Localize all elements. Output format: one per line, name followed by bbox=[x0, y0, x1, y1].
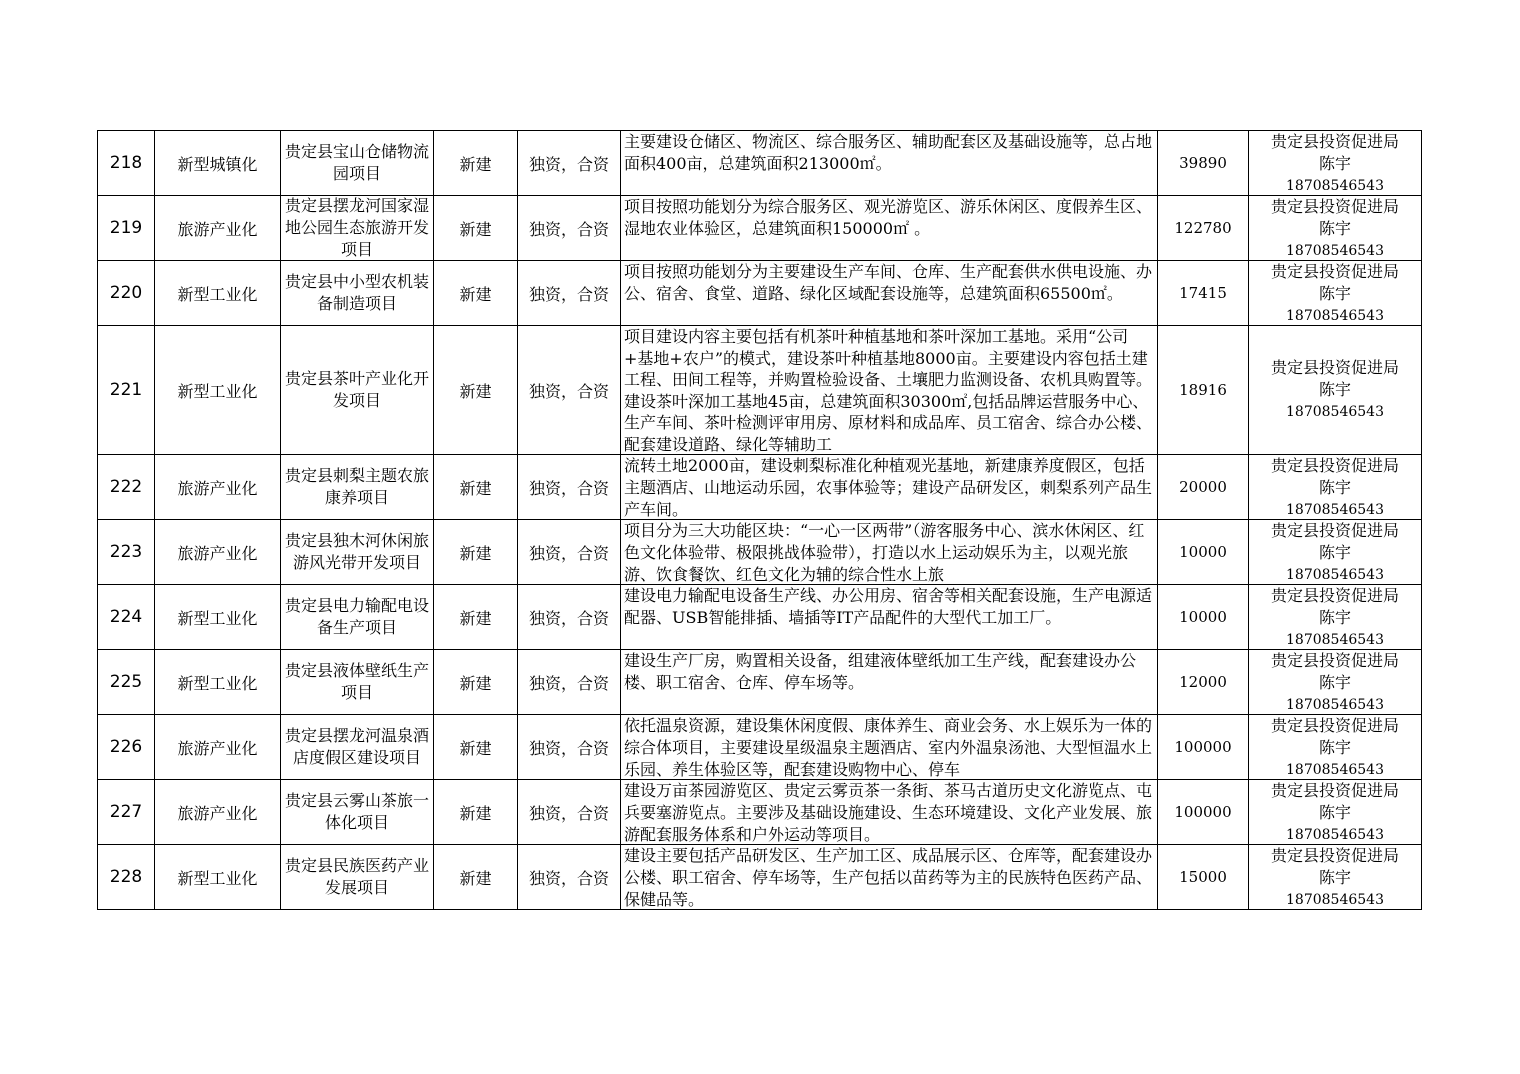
project-number bbox=[98, 196, 155, 261]
project-number-text: 227 bbox=[109, 802, 143, 822]
contact-phone: 18708546543 bbox=[1286, 697, 1384, 713]
contact-phone: 18708546543 bbox=[1286, 502, 1384, 518]
total-investment bbox=[1158, 326, 1249, 455]
project-description bbox=[621, 780, 1158, 845]
contact-info bbox=[1249, 455, 1422, 520]
contact-person: 陈宇 bbox=[1318, 543, 1351, 562]
construction-type-text: 新建 bbox=[459, 868, 492, 888]
project-description-text: 建设电力输配电设备生产线、办公用房、宿舍等相关配套设施，生产电源适配器、USB智能排插、墙插等IT产品配件的大型代工加工厂。 bbox=[624, 586, 1153, 627]
contact-phone: 18708546543 bbox=[1286, 892, 1384, 908]
project-name bbox=[281, 455, 434, 520]
cooperation-mode-text: 独资，合资 bbox=[528, 219, 609, 239]
contact-info bbox=[1249, 585, 1422, 650]
project-category-text: 新型工业化 bbox=[177, 608, 258, 628]
construction-type-text: 新建 bbox=[459, 154, 492, 174]
construction-type bbox=[434, 196, 518, 261]
construction-type bbox=[434, 520, 518, 585]
table-row bbox=[98, 455, 1422, 520]
project-description bbox=[621, 131, 1158, 196]
contact-org: 贵定县投资促进局 bbox=[1270, 262, 1399, 281]
cooperation-mode bbox=[518, 131, 621, 196]
contact-org: 贵定县投资促进局 bbox=[1270, 521, 1399, 540]
project-category-text: 旅游产业化 bbox=[177, 219, 258, 239]
contact-phone: 18708546543 bbox=[1286, 827, 1384, 843]
cooperation-mode bbox=[518, 780, 621, 845]
construction-type-text: 新建 bbox=[459, 381, 492, 401]
project-description bbox=[621, 261, 1158, 326]
project-name-text: 贵定县云雾山茶旅一体化项目 bbox=[284, 791, 429, 832]
project-category bbox=[155, 326, 281, 455]
project-category-text: 新型工业化 bbox=[177, 673, 258, 693]
project-category-text: 旅游产业化 bbox=[177, 803, 258, 823]
contact-info bbox=[1249, 326, 1422, 455]
project-name bbox=[281, 715, 434, 780]
project-category bbox=[155, 780, 281, 845]
total-investment bbox=[1158, 131, 1249, 196]
contact-person: 陈宇 bbox=[1318, 673, 1351, 692]
project-description-text: 建设主要包括产品研发区、生产加工区、成品展示区、仓库等，配套建设办公楼、职工宿舍、停车场等，生产包括以苗药等为主的民族特色医药产品、保健品等。 bbox=[624, 846, 1153, 909]
project-number-text: 223 bbox=[109, 542, 143, 562]
contact-person: 陈宇 bbox=[1318, 478, 1351, 497]
contact-phone: 18708546543 bbox=[1286, 567, 1384, 583]
contact-person: 陈宇 bbox=[1318, 284, 1351, 303]
construction-type bbox=[434, 650, 518, 715]
contact-org: 贵定县投资促进局 bbox=[1270, 716, 1399, 735]
construction-type-text: 新建 bbox=[459, 284, 492, 304]
project-category-text: 新型工业化 bbox=[177, 381, 258, 401]
project-category-text: 新型城镇化 bbox=[177, 154, 258, 174]
project-category-text: 新型工业化 bbox=[177, 868, 258, 888]
construction-type-text: 新建 bbox=[459, 219, 492, 239]
project-category bbox=[155, 455, 281, 520]
project-name bbox=[281, 845, 434, 910]
project-description-text: 主要建设仓储区、物流区、综合服务区、辅助配套区及基础设施等，总占地面积400亩，总建筑面积213000㎡。 bbox=[624, 132, 1153, 173]
project-description bbox=[621, 326, 1158, 455]
project-description-text: 项目分为三大功能区块：“一心一区两带”（游客服务中心、滨水休闲区、红色文化体验带、极限挑战体验带），打造以水上运动娱乐为主，以观光旅游、饮食餐饮、红色文化为辅的综合性水上旅 bbox=[624, 521, 1145, 584]
construction-type-text: 新建 bbox=[459, 673, 492, 693]
table-row bbox=[98, 845, 1422, 910]
cooperation-mode-text: 独资，合资 bbox=[528, 608, 609, 628]
total-investment bbox=[1158, 780, 1249, 845]
project-description bbox=[621, 585, 1158, 650]
contact-info bbox=[1249, 131, 1422, 196]
project-number bbox=[98, 520, 155, 585]
contact-person: 陈宇 bbox=[1318, 608, 1351, 627]
project-number bbox=[98, 261, 155, 326]
cooperation-mode-text: 独资，合资 bbox=[528, 284, 609, 304]
project-description-text: 建设生产厂房，购置相关设备，组建液体壁纸加工生产线，配套建设办公楼、职工宿舍、仓库、停车场等。 bbox=[624, 651, 1137, 692]
total-investment bbox=[1158, 585, 1249, 650]
project-number-text: 226 bbox=[109, 737, 143, 757]
cooperation-mode-text: 独资，合资 bbox=[528, 543, 609, 563]
total-investment bbox=[1158, 455, 1249, 520]
project-number bbox=[98, 455, 155, 520]
project-number-text: 224 bbox=[109, 607, 143, 627]
construction-type-text: 新建 bbox=[459, 543, 492, 563]
project-category-text: 旅游产业化 bbox=[177, 543, 258, 563]
contact-phone: 18708546543 bbox=[1286, 308, 1384, 324]
project-category bbox=[155, 196, 281, 261]
cooperation-mode bbox=[518, 261, 621, 326]
project-number-text: 222 bbox=[109, 477, 143, 497]
cooperation-mode bbox=[518, 520, 621, 585]
project-category bbox=[155, 715, 281, 780]
cooperation-mode bbox=[518, 455, 621, 520]
total-investment-text: 18916 bbox=[1179, 381, 1227, 399]
project-description-text: 建设万亩茶园游览区、贵定云雾贡茶一条街、茶马古道历史文化游览点、屯兵要塞游览点。主要涉及基础设施建设、生态环境建设、文化产业发展、旅游配套服务体系和户外运动等项目。 bbox=[624, 781, 1153, 844]
table-row bbox=[98, 650, 1422, 715]
contact-org: 贵定县投资促进局 bbox=[1270, 132, 1399, 151]
project-description bbox=[621, 455, 1158, 520]
contact-phone: 18708546543 bbox=[1286, 632, 1384, 648]
project-description bbox=[621, 520, 1158, 585]
project-category bbox=[155, 650, 281, 715]
project-number-text: 220 bbox=[109, 283, 143, 303]
contact-person: 陈宇 bbox=[1318, 219, 1351, 238]
project-description bbox=[621, 715, 1158, 780]
table-body bbox=[98, 131, 1422, 910]
project-description-text: 项目按照功能划分为主要建设生产车间、仓库、生产配套供水供电设施、办公、宿舍、食堂、道路、绿化区域配套设施等，总建筑面积65500㎡。 bbox=[624, 262, 1153, 303]
construction-type bbox=[434, 845, 518, 910]
project-name bbox=[281, 326, 434, 455]
cooperation-mode bbox=[518, 585, 621, 650]
project-name-text: 贵定县电力输配电设备生产项目 bbox=[284, 596, 429, 637]
total-investment bbox=[1158, 520, 1249, 585]
project-name-text: 贵定县独木河休闲旅游风光带开发项目 bbox=[284, 531, 429, 572]
contact-person: 陈宇 bbox=[1318, 380, 1351, 399]
total-investment-text: 17415 bbox=[1179, 284, 1227, 302]
construction-type bbox=[434, 261, 518, 326]
table-row bbox=[98, 780, 1422, 845]
project-name bbox=[281, 196, 434, 261]
total-investment bbox=[1158, 196, 1249, 261]
table-row bbox=[98, 715, 1422, 780]
table-row bbox=[98, 261, 1422, 326]
cooperation-mode bbox=[518, 845, 621, 910]
project-number bbox=[98, 326, 155, 455]
table-row bbox=[98, 326, 1422, 455]
project-description-text: 项目建设内容主要包括有机茶叶种植基地和茶叶深加工基地。采用“公司+基地+农户”的模式，建设茶叶种植基地8000亩。主要建设内容包括土建工程、田间工程等，并购置检验设备、土壤肥力监测设备、农机具购置等。建设茶叶深加工基地45亩，总建筑面积30300㎡,包括品牌运营服务中心、生产车间、茶叶检测评审用房、原材料和成品库、员工宿舍、综合办公楼、配套建设道路、绿化等辅助工 bbox=[624, 327, 1153, 454]
project-name bbox=[281, 650, 434, 715]
contact-org: 贵定县投资促进局 bbox=[1270, 358, 1399, 377]
total-investment bbox=[1158, 715, 1249, 780]
total-investment-text: 12000 bbox=[1179, 673, 1227, 691]
project-description-text: 依托温泉资源，建设集休闲度假、康体养生、商业会务、水上娱乐为一体的综合体项目，主要建设星级温泉主题酒店、室内外温泉汤池、大型恒温水上乐园、养生体验区等，配套建设购物中心、停车 bbox=[624, 716, 1153, 779]
project-name-text: 贵定县摆龙河温泉酒店度假区建设项目 bbox=[284, 726, 429, 767]
project-name-text: 贵定县刺梨主题农旅康养项目 bbox=[284, 466, 429, 507]
contact-info bbox=[1249, 845, 1422, 910]
project-name bbox=[281, 131, 434, 196]
total-investment bbox=[1158, 845, 1249, 910]
contact-info bbox=[1249, 196, 1422, 261]
total-investment-text: 20000 bbox=[1179, 478, 1227, 496]
table-row bbox=[98, 196, 1422, 261]
construction-type-text: 新建 bbox=[459, 738, 492, 758]
project-name bbox=[281, 780, 434, 845]
cooperation-mode-text: 独资，合资 bbox=[528, 738, 609, 758]
construction-type bbox=[434, 131, 518, 196]
project-category-text: 旅游产业化 bbox=[177, 738, 258, 758]
total-investment-text: 39890 bbox=[1179, 154, 1227, 172]
contact-phone: 18708546543 bbox=[1286, 178, 1384, 194]
project-name-text: 贵定县摆龙河国家湿地公园生态旅游开发项目 bbox=[284, 196, 429, 259]
project-name bbox=[281, 520, 434, 585]
cooperation-mode bbox=[518, 196, 621, 261]
project-number-text: 225 bbox=[109, 672, 143, 692]
project-number-text: 228 bbox=[109, 867, 143, 887]
contact-info bbox=[1249, 780, 1422, 845]
project-category bbox=[155, 845, 281, 910]
contact-phone: 18708546543 bbox=[1286, 243, 1384, 259]
project-description bbox=[621, 650, 1158, 715]
contact-person: 陈宇 bbox=[1318, 803, 1351, 822]
contact-person: 陈宇 bbox=[1318, 738, 1351, 757]
project-name bbox=[281, 585, 434, 650]
table-row bbox=[98, 520, 1422, 585]
project-name-text: 贵定县民族医药产业发展项目 bbox=[284, 856, 429, 897]
project-name-text: 贵定县宝山仓储物流园项目 bbox=[284, 142, 429, 183]
cooperation-mode-text: 独资，合资 bbox=[528, 673, 609, 693]
project-number bbox=[98, 585, 155, 650]
construction-type bbox=[434, 455, 518, 520]
cooperation-mode-text: 独资，合资 bbox=[528, 868, 609, 888]
total-investment bbox=[1158, 261, 1249, 326]
cooperation-mode-text: 独资，合资 bbox=[528, 381, 609, 401]
project-number bbox=[98, 715, 155, 780]
contact-phone: 18708546543 bbox=[1286, 404, 1384, 420]
total-investment-text: 10000 bbox=[1179, 608, 1227, 626]
contact-org: 贵定县投资促进局 bbox=[1270, 651, 1399, 670]
table-row bbox=[98, 131, 1422, 196]
project-number bbox=[98, 845, 155, 910]
project-description-text: 流转土地2000亩，建设刺梨标准化种植观光基地，新建康养度假区，包括主题酒店、山地运动乐园，农事体验等；建设产品研发区，刺梨系列产品生产车间。 bbox=[624, 456, 1153, 519]
project-description bbox=[621, 845, 1158, 910]
construction-type bbox=[434, 780, 518, 845]
contact-org: 贵定县投资促进局 bbox=[1270, 781, 1399, 800]
cooperation-mode bbox=[518, 715, 621, 780]
project-category bbox=[155, 585, 281, 650]
cooperation-mode-text: 独资，合资 bbox=[528, 803, 609, 823]
contact-info bbox=[1249, 650, 1422, 715]
construction-type-text: 新建 bbox=[459, 608, 492, 628]
contact-org: 贵定县投资促进局 bbox=[1270, 846, 1399, 865]
cooperation-mode-text: 独资，合资 bbox=[528, 154, 609, 174]
project-name-text: 贵定县中小型农机装备制造项目 bbox=[284, 272, 429, 313]
table-row bbox=[98, 585, 1422, 650]
contact-org: 贵定县投资促进局 bbox=[1270, 456, 1399, 475]
contact-org: 贵定县投资促进局 bbox=[1270, 197, 1399, 216]
total-investment-text: 15000 bbox=[1179, 868, 1227, 886]
project-category-text: 新型工业化 bbox=[177, 284, 258, 304]
total-investment-text: 122780 bbox=[1174, 219, 1232, 237]
total-investment-text: 100000 bbox=[1174, 803, 1232, 821]
contact-person: 陈宇 bbox=[1318, 868, 1351, 887]
project-category bbox=[155, 520, 281, 585]
contact-org: 贵定县投资促进局 bbox=[1270, 586, 1399, 605]
construction-type-text: 新建 bbox=[459, 803, 492, 823]
project-number-text: 221 bbox=[109, 380, 143, 400]
project-name bbox=[281, 261, 434, 326]
project-number-text: 218 bbox=[109, 153, 143, 173]
project-number-text: 219 bbox=[109, 218, 143, 238]
construction-type-text: 新建 bbox=[459, 478, 492, 498]
project-number bbox=[98, 131, 155, 196]
project-category-text: 旅游产业化 bbox=[177, 478, 258, 498]
contact-info bbox=[1249, 715, 1422, 780]
project-category bbox=[155, 261, 281, 326]
project-description bbox=[621, 196, 1158, 261]
total-investment-text: 100000 bbox=[1174, 738, 1232, 756]
construction-type bbox=[434, 585, 518, 650]
contact-phone: 18708546543 bbox=[1286, 762, 1384, 778]
total-investment bbox=[1158, 650, 1249, 715]
contact-person: 陈宇 bbox=[1318, 154, 1351, 173]
cooperation-mode bbox=[518, 326, 621, 455]
project-category bbox=[155, 131, 281, 196]
contact-info bbox=[1249, 520, 1422, 585]
construction-type bbox=[434, 715, 518, 780]
project-table bbox=[97, 130, 1422, 910]
cooperation-mode bbox=[518, 650, 621, 715]
cooperation-mode-text: 独资，合资 bbox=[528, 478, 609, 498]
construction-type bbox=[434, 326, 518, 455]
project-name-text: 贵定县液体壁纸生产项目 bbox=[284, 661, 429, 702]
project-name-text: 贵定县茶叶产业化开发项目 bbox=[284, 369, 429, 410]
contact-info bbox=[1249, 261, 1422, 326]
project-number bbox=[98, 780, 155, 845]
project-description-text: 项目按照功能划分为综合服务区、观光游览区、游乐休闲区、度假养生区、湿地农业体验区，总建筑面积150000㎡ 。 bbox=[624, 197, 1153, 238]
total-investment-text: 10000 bbox=[1179, 543, 1227, 561]
project-number bbox=[98, 650, 155, 715]
